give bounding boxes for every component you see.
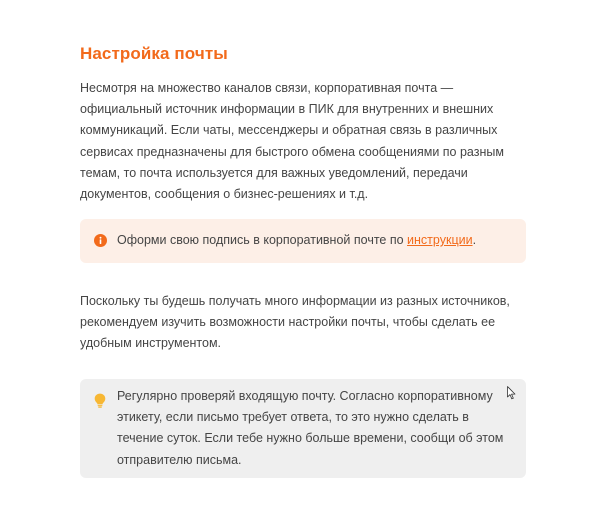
page-title: Настройка почты	[80, 44, 228, 63]
lightbulb-icon	[94, 393, 106, 413]
tip-callout	[80, 379, 526, 478]
recommendation-paragraph: Поскольку ты будешь получать много информации из разных источников, рекомендуем изучить возможности настройки почты, чтобы сделать ее удобным инструментом.	[80, 294, 510, 351]
mouse-cursor-icon	[507, 386, 516, 405]
info-callout	[80, 219, 526, 263]
instructions-link[interactable]: инструкции	[407, 233, 473, 247]
info-callout-text-before: Оформи свою подпись в корпоративной почте по	[117, 233, 408, 247]
tip-callout-text: Регулярно проверяй входящую почту. Согласно корпоративному этикету, если письмо требует ответа, то это нужно сделать в течение суток. Если тебе нужно больше времени, сообщи об этом отправителю письма.	[117, 389, 504, 467]
info-callout-text-after: .	[472, 233, 477, 247]
info-icon	[94, 234, 107, 252]
intro-paragraph: Несмотря на множество каналов связи, корпоративная почта — официальный источник информации в ПИК для внутренних и внешних коммуникаций. Если чаты, мессенджеры и обратная связь в различных сервисах предназначены для быстрого обмена сообщениями по разным темам, то почта используется для важных уведомлений, передачи документов, сообщения о бизнес-решениях и т.д.	[80, 81, 504, 202]
info-callout-text	[117, 230, 512, 251]
